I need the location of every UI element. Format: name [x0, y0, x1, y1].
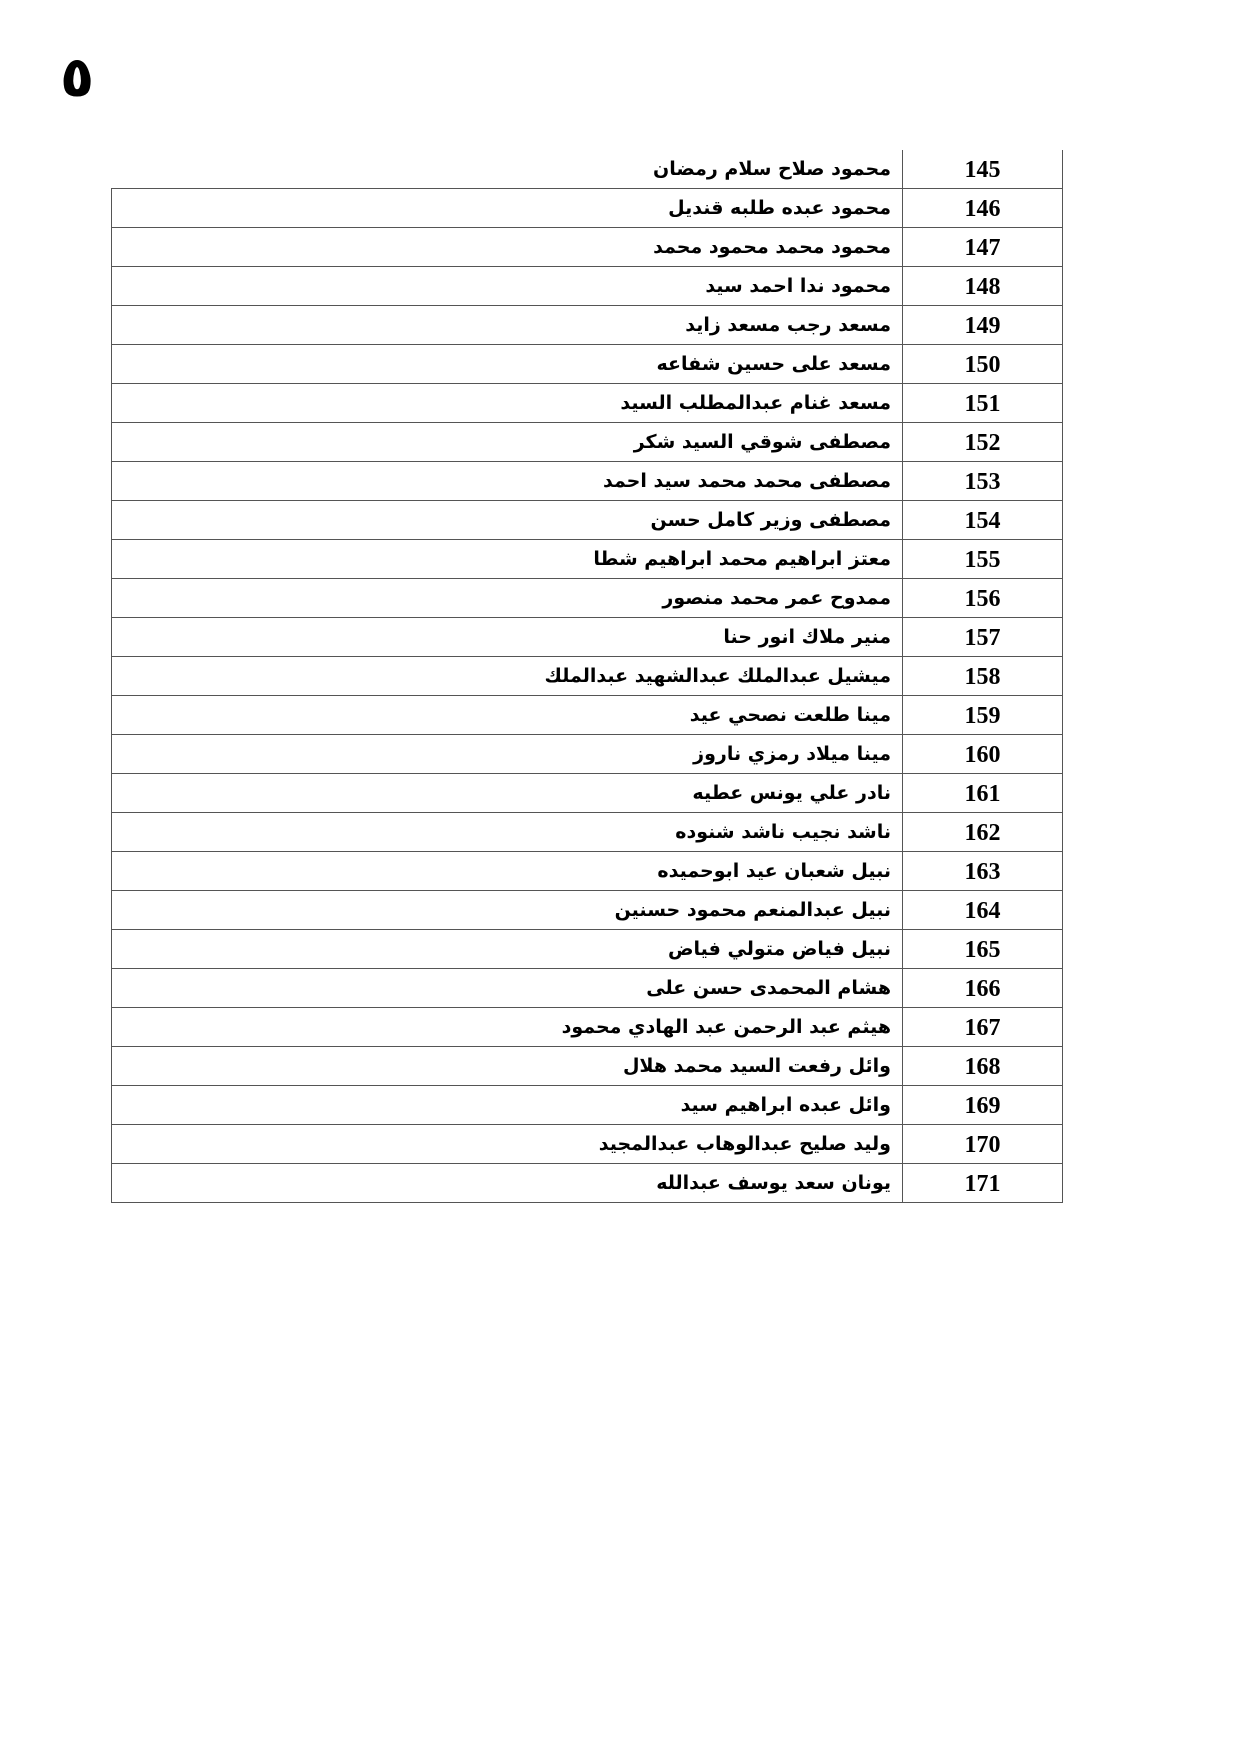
number-cell: 163 — [902, 852, 1063, 890]
table-row — [111, 813, 1063, 852]
name-cell: مصطفى محمد محمد سيد احمد — [111, 462, 902, 500]
number-cell: 147 — [902, 228, 1063, 266]
table-row — [111, 930, 1063, 969]
number-cell: 162 — [902, 813, 1063, 851]
table-row — [111, 423, 1063, 462]
name-cell: نبيل فياض متولي فياض — [111, 930, 902, 968]
name-cell: ممدوح عمر محمد منصور — [111, 579, 902, 617]
table-row — [111, 1164, 1063, 1203]
number-cell: 165 — [902, 930, 1063, 968]
table-row — [111, 1047, 1063, 1086]
table-row — [111, 384, 1063, 423]
table-row — [111, 1008, 1063, 1047]
number-cell: 148 — [902, 267, 1063, 305]
number-cell: 169 — [902, 1086, 1063, 1124]
number-cell: 167 — [902, 1008, 1063, 1046]
table-row — [111, 657, 1063, 696]
table-row — [111, 696, 1063, 735]
name-cell: مسعد غنام عبدالمطلب السيد — [111, 384, 902, 422]
number-cell: 155 — [902, 540, 1063, 578]
number-cell: 160 — [902, 735, 1063, 773]
number-cell: 156 — [902, 579, 1063, 617]
name-cell: يونان سعد يوسف عبدالله — [111, 1164, 902, 1202]
name-cell: وليد صليح عبدالوهاب عبدالمجيد — [111, 1125, 902, 1163]
table-row — [111, 189, 1063, 228]
table-row — [111, 150, 1063, 189]
number-cell: 159 — [902, 696, 1063, 734]
name-cell: ميشيل عبدالملك عبدالشهيد عبدالملك — [111, 657, 902, 695]
table-row — [111, 618, 1063, 657]
name-cell: محمود عبده طلبه قنديل — [111, 189, 902, 227]
name-cell: نادر علي يونس عطيه — [111, 774, 902, 812]
name-cell: مصطفى شوقي السيد شكر — [111, 423, 902, 461]
name-cell: محمود ندا احمد سيد — [111, 267, 902, 305]
name-cell: مينا ميلاد رمزي ناروز — [111, 735, 902, 773]
names-table — [111, 150, 1063, 1203]
table-border-stub — [111, 188, 176, 189]
table-row — [111, 1086, 1063, 1125]
name-cell: منير ملاك انور حنا — [111, 618, 902, 656]
table-row — [111, 501, 1063, 540]
name-cell: مسعد رجب مسعد زايد — [111, 306, 902, 344]
number-cell: 146 — [902, 189, 1063, 227]
number-cell: 161 — [902, 774, 1063, 812]
number-cell: 154 — [902, 501, 1063, 539]
name-cell: محمود صلاح سلام رمضان — [653, 158, 891, 180]
number-cell: 152 — [902, 423, 1063, 461]
table-row — [111, 969, 1063, 1008]
number-cell: 149 — [902, 306, 1063, 344]
table-row — [111, 267, 1063, 306]
table-row — [111, 774, 1063, 813]
name-cell: هشام المحمدى حسن على — [111, 969, 902, 1007]
table-row — [111, 462, 1063, 501]
name-cell: مينا طلعت نصحي عيد — [111, 696, 902, 734]
number-cell: 171 — [902, 1164, 1063, 1202]
table-row — [111, 735, 1063, 774]
number-cell: 170 — [902, 1125, 1063, 1163]
name-cell: ناشد نجيب ناشد شنوده — [111, 813, 902, 851]
table-row — [111, 891, 1063, 930]
number-cell: 157 — [902, 618, 1063, 656]
number-cell: 168 — [902, 1047, 1063, 1085]
table-row — [111, 228, 1063, 267]
name-cell: هيثم عبد الرحمن عبد الهادي محمود — [111, 1008, 902, 1046]
table-row — [111, 852, 1063, 891]
name-cell: محمود محمد محمود محمد — [111, 228, 902, 266]
name-cell: مصطفى وزير كامل حسن — [111, 501, 902, 539]
number-cell: 150 — [902, 345, 1063, 383]
page-number: ٥ — [60, 45, 95, 110]
name-cell: نبيل عبدالمنعم محمود حسنين — [111, 891, 902, 929]
name-cell: مسعد على حسين شفاعه — [111, 345, 902, 383]
number-cell: 145 — [902, 150, 1063, 188]
table-row — [111, 345, 1063, 384]
name-cell: نبيل شعبان عيد ابوحميده — [111, 852, 902, 890]
number-cell: 164 — [902, 891, 1063, 929]
table-row — [111, 306, 1063, 345]
name-cell: وائل عبده ابراهيم سيد — [111, 1086, 902, 1124]
name-cell: وائل رفعت السيد محمد هلال — [111, 1047, 902, 1085]
number-cell: 158 — [902, 657, 1063, 695]
table-row — [111, 579, 1063, 618]
number-cell: 153 — [902, 462, 1063, 500]
number-cell: 166 — [902, 969, 1063, 1007]
number-cell: 151 — [902, 384, 1063, 422]
table-row — [111, 540, 1063, 579]
name-cell: معتز ابراهيم محمد ابراهيم شطا — [111, 540, 902, 578]
table-row — [111, 1125, 1063, 1164]
